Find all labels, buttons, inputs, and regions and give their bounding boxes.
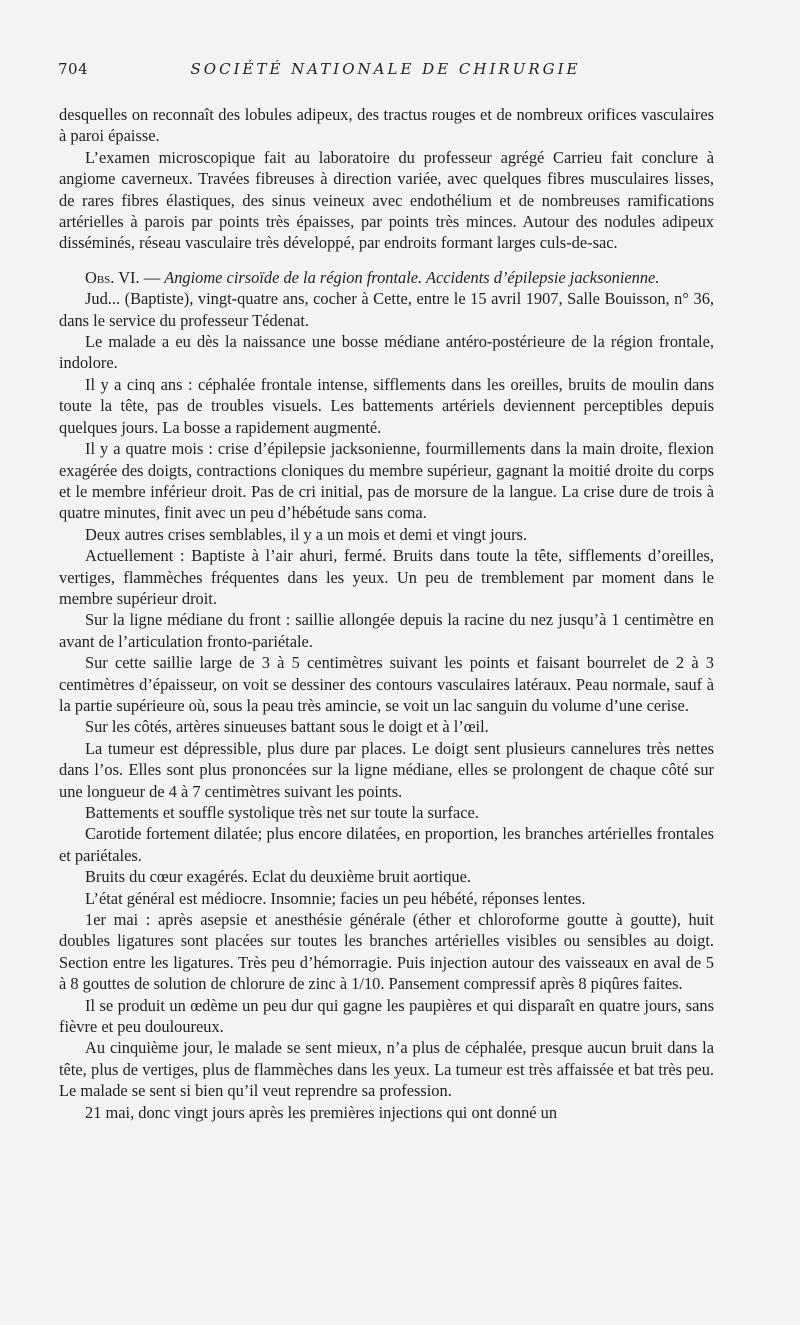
paragraph: desquelles on reconnaît des lobules adipeux, des tractus rouges et de nombreux orifices vasculaires à paroi épaisse. [59, 105, 714, 146]
paragraph: Le malade a eu dès la naissance une bosse médiane antéro-postérieure de la région frontale, indolore. [59, 332, 714, 373]
observation-dash: — [139, 267, 165, 287]
paragraph: Carotide fortement dilatée; plus encore dilatées, en proportion, les branches artérielles frontales et pariétales. [59, 824, 714, 865]
paragraph: Sur la ligne médiane du front : saillie allongée depuis la racine du nez jusqu’à 1 centimètre en avant de l’articulation fronto-pariétale. [59, 610, 714, 651]
observation-label: Obs. VI. [85, 267, 140, 287]
page-header [58, 60, 713, 84]
paragraph: Au cinquième jour, le malade se sent mieux, n’a plus de céphalée, presque aucun bruit dans la tête, plus de vertiges, plus de flammèches dans les yeux. La tumeur est très affaissée et bat très peu. Le malade se sent si bien qu’il veut reprendre sa profession. [59, 1038, 714, 1101]
paragraph: 21 mai, donc vingt jours après les premières injections qui ont donné un [85, 1102, 558, 1122]
observation-section [59, 267, 714, 1123]
running-title: SOCIÉTÉ NATIONALE DE CHIRURGIE [190, 60, 581, 78]
page-body [59, 104, 714, 1123]
paragraph: L’examen microscopique fait au laboratoire du professeur agrégé Carrieu fait conclure à angiome caverneux. Travées fibreuses à direction variée, avec quelques fibres musculaires lisses, de rares fibres élastiques, des sinus veineux avec endothélium et de nombreuses ramifications artérielles à parois par points très épaisses, par points très minces. Autour des nodules adipeux disséminés, réseau vasculaire très développé, par endroits formant larges culs-de-sac. [59, 147, 714, 253]
paragraph: Il y a cinq ans : céphalée frontale intense, sifflements dans les oreilles, bruits de moulin dans toute la tête, pas de troubles visuels. Les battements artériels deviennent perceptibles depuis quelques jours. La bosse a rapidement augmenté. [59, 374, 714, 437]
observation-title: Angiome cirsoïde de la région frontale. Accidents d’épilepsie jacksonienne. [164, 267, 660, 287]
paragraph: Actuellement : Baptiste à l’air ahuri, fermé. Bruits dans toute la tête, sifflements d’oreilles, vertiges, flammèches fréquentes dans les yeux. Un peu de tremblement par moment dans le membre supérieur droit. [59, 546, 714, 608]
paragraph: Deux autres crises semblables, il y a un mois et demi et vingt jours. [85, 524, 528, 544]
paragraph: Jud... (Baptiste), vingt-quatre ans, cocher à Cette, entre le 15 avril 1907, Salle Bouisson, n° 36, dans le service du professeur Tédenat. [59, 289, 714, 330]
paragraph: La tumeur est dépressible, plus dure par places. Le doigt sent plusieurs cannelures très nettes dans l’os. Elles sont plus prononcées sur la ligne médiane, elles se prolongent de chaque côté sur une longueur de 4 à 7 centimètres suivant les points. [59, 738, 714, 801]
paragraph: Battements et souffle systolique très net sur toute la surface. [85, 803, 479, 822]
paragraph: Il se produit un œdème un peu dur qui gagne les paupières et qui disparaît en quatre jours, sans fièvre et peu douloureux. [59, 995, 714, 1037]
paragraph: Il y a quatre mois : crise d’épilepsie jacksonienne, fourmillements dans la main droite, flexion exagérée des doigts, contractions cloniques du membre supérieur, gagnant la moitié droite du corps et le membre inférieur droit. Pas de cri initial, pas de morsure de la langue. La crise dure de trois à quatre minutes, finit avec un peu d’hébétude sans coma. [59, 439, 714, 523]
page-number: 704 [58, 60, 89, 78]
paragraph: 1er mai : après asepsie et anesthésie générale (éther et chloroforme goutte à goutte), huit doubles ligatures sont placées sur toutes les branches artérielles visibles ou sensibles au doigt. Section entre les ligatures. Très peu d’hémorragie. Puis injection autour des vaisseaux en aval de 5 à 8 gouttes de solution de chlorure de zinc à 1/10. Pansement compressif après 8 piqûres faites. [59, 910, 714, 994]
paragraph: Bruits du cœur exagérés. Eclat du deuxième bruit aortique. [85, 867, 471, 887]
paragraph: Sur cette saillie large de 3 à 5 centimètres suivant les points et faisant bourrelet de 2 à 3 centimètres d’épaisseur, on voit se dessiner des contours vasculaires latéraux. Peau normale, sauf à la partie supérieure où, sous la peau très amincie, se voit un lac sanguin du volume d’une cerise. [59, 653, 714, 715]
observation-heading [59, 267, 714, 288]
paragraph: L’état général est médiocre. Insomnie; facies un peu hébété, réponses lentes. [85, 888, 586, 908]
paragraph: Sur les côtés, artères sinueuses battant sous le doigt et à l’œil. [85, 717, 489, 737]
